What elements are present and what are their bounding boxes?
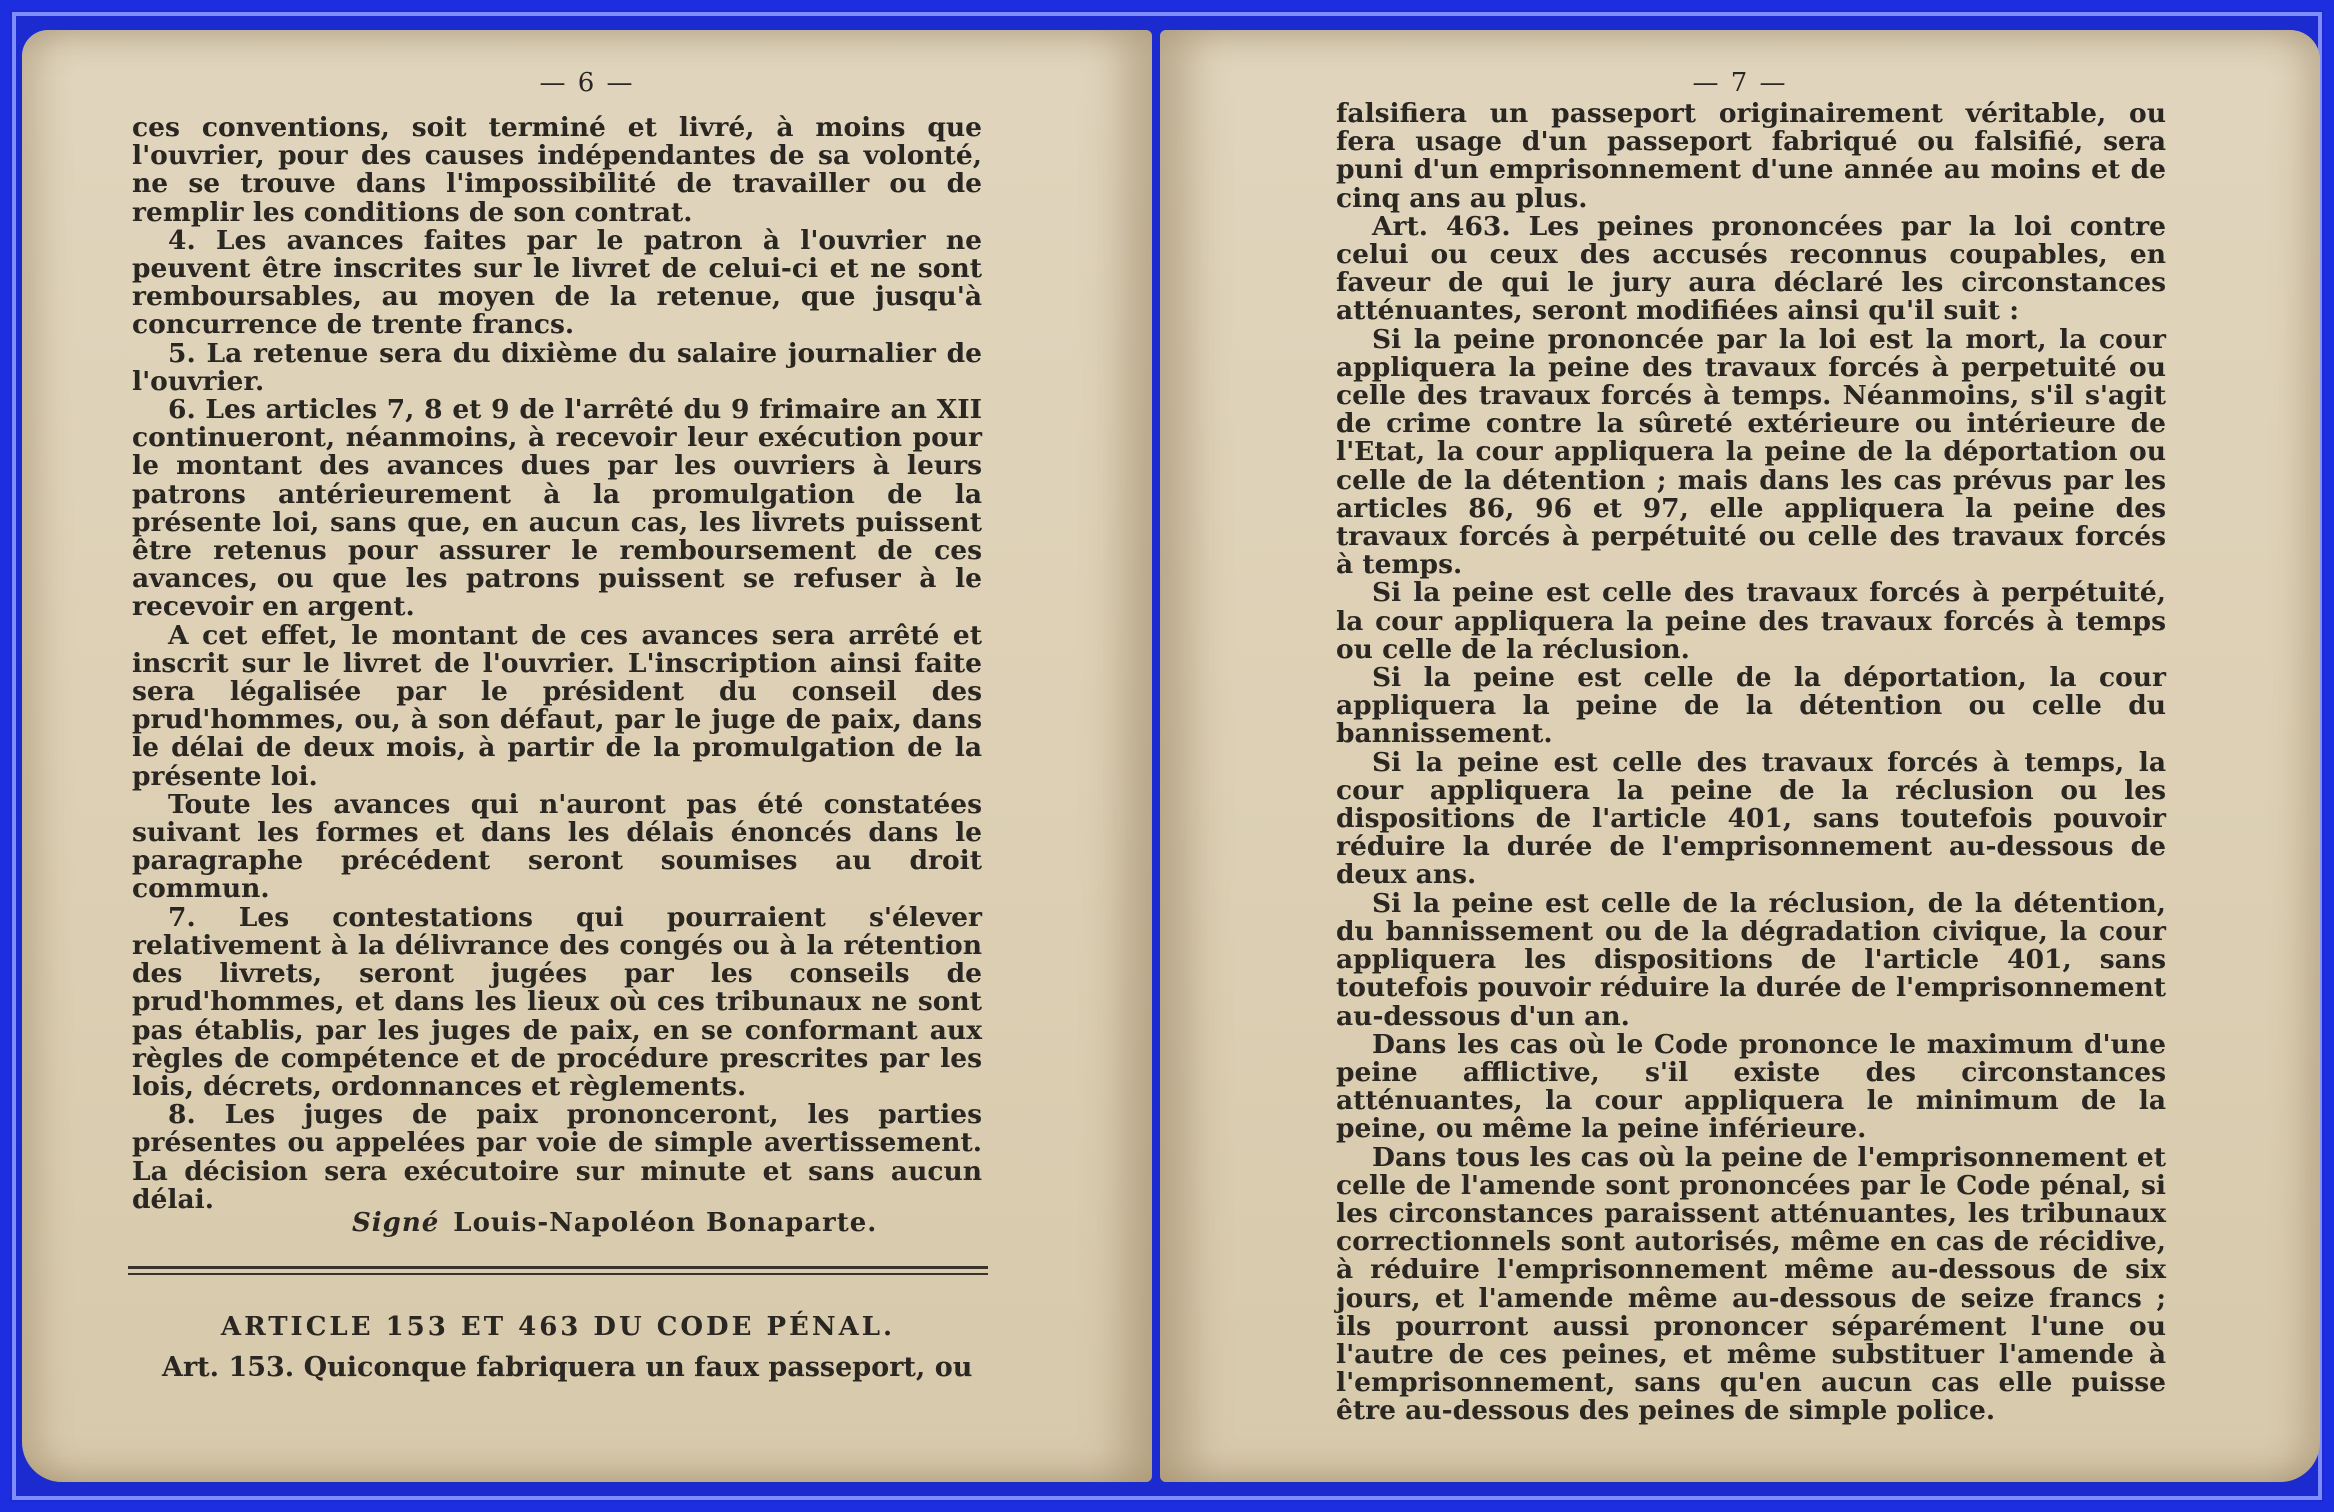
paragraph: Si la peine est celle des travaux forcés à temps, la cour appliquera la peine de la réclusion ou les dispositions de l'article 401, sans toutefois pouvoir réduire la durée de l'emprisonnement au-dessous de deux ans. [1336,746,2166,891]
signature-line [352,1208,877,1238]
paragraph: 8. Les juges de paix prononceront, les parties présentes ou appelées par voie de simple avertissement. La décision sera exécutoire sur minute et sans aucun délai. [132,1099,982,1215]
paragraph: ces conventions, soit terminé et livré, à moins que l'ouvrier, pour des causes indépendantes de sa volonté, ne se trouve dans l'impossibilité de travailler ou de remplir les conditions de son contrat. [132,112,982,228]
body-text [1336,100,2166,1426]
paragraph: A cet effet, le montant de ces avances sera arrêté et inscrit sur le livret de l'ouvrier. L'inscription ainsi faite sera légalisée par le président du conseil des prud'hommes, ou, à son défaut, par le juge de paix, dans le délai de deux mois, à partir de la promulgation de la présente loi. [132,619,982,792]
signed-label: Signé [352,1208,440,1238]
left-page [22,30,1152,1482]
page-number: — 7 — [1692,68,1788,98]
paragraph: 4. Les avances faites par le patron à l'ouvrier ne peuvent être inscrites sur le livret de celui-ci et ne sont remboursables, au moyen de la retenue, que jusqu'à concurrence de trente francs. [132,224,982,341]
divider [128,1266,988,1269]
paragraph: falsifiera un passeport originairement véritable, ou fera usage d'un passeport fabriqué ou falsifié, sera puni d'un emprisonnement d'une année au moins et de cinq ans au plus. [1336,98,2166,214]
signatory-name: Louis-Napoléon Bonaparte. [453,1208,878,1238]
paragraph: Art. 463. Les peines prononcées par la loi contre celui ou ceux des accusés reconnus coupables, en faveur de qui le jury aura déclaré les circonstances atténuantes, seront modifiées ainsi qu'il suit : [1336,210,2166,327]
right-page [1160,30,2320,1482]
paragraph: 6. Les articles 7, 8 et 9 de l'arrêté du 9 frimaire an XII continueront, néanmoins, à recevoir leur exécution pour le montant des avances dues par les ouvriers à leurs patrons antérieurement à la promulgation de la présente loi, sans que, en aucun cas, les livrets puissent être retenus pour assurer le remboursement de ces avances, ou que les patrons puissent se refuser à le recevoir en argent. [132,394,982,623]
body-text [132,114,982,1214]
paragraph: 7. Les contestations qui pourraient s'élever relativement à la délivrance des congés ou à la rétention des livrets, seront jugées par les conseils de prud'hommes, et dans les lieux où ces tribunaux ne sont pas établis, par les juges de paix, en se conformant aux règles de compétence et de procédure prescrites par les lois, décrets, ordonnances et règlements. [132,901,982,1102]
paragraph: Si la peine est celle des travaux forcés à perpétuité, la cour appliquera la peine des travaux forcés à temps ou celle de la réclusion. [1336,577,2166,665]
paragraph: Dans les cas où le Code prononce le maximum d'une peine afflictive, s'il existe des circonstances atténuantes, la cour appliquera le minimum de la peine, ou même la peine inférieure. [1336,1028,2166,1145]
paragraph: Toute les avances qui n'auront pas été constatées suivant les formes et dans les délais énoncés dans le paragraphe précédent seront soumises au droit commun. [132,788,982,905]
section-title: ARTICLE 153 ET 463 DU CODE PÉNAL. [220,1312,896,1342]
divider [128,1273,988,1275]
paragraph: Dans tous les cas où la peine de l'emprisonnement et celle de l'amende sont prononcées par le Code pénal, si les circonstances paraissent atténuantes, les tribunaux correctionnels sont autorisés, même en cas de récidive, à réduire l'emprisonnement même au-dessous de six jours, et l'amende même au-dessous de seize francs ; ils pourront aussi prononcer séparément l'une ou l'autre de ces peines, et même substituer l'amende à l'emprisonnement, sans qu'en aucun cas elle puisse être au-dessous des peines de simple police. [1336,1141,2166,1427]
paragraph: Si la peine est celle de la déportation, la cour appliquera la peine de la détention ou celle du bannissement. [1336,662,2166,750]
paragraph: Si la peine est celle de la réclusion, de la détention, du bannissement ou de la dégradation civique, la cour appliquera les dispositions de l'article 401, sans toutefois pouvoir réduire la durée de l'emprisonnement au-dessous d'un an. [1336,887,2166,1032]
paragraph: 5. La retenue sera du dixième du salaire journalier de l'ouvrier. [132,337,982,397]
article-153-start: Art. 153. Quiconque fabriquera un faux passeport, ou [162,1352,973,1383]
paragraph: Si la peine prononcée par la loi est la mort, la cour appliquera la peine des travaux forcés à perpetuité ou celle des travaux forcés à temps. Néanmoins, s'il s'agit de crime contre la sûreté extérieure ou intérieure de l'Etat, la cour appliquera la peine de la déportation ou celle de la détention ; mais dans les cas prévus par les articles 86, 96 et 97, elle appliquera la peine des travaux forcés à perpétuité ou celle des travaux forcés à temps. [1336,323,2166,581]
page-number: — 6 — [539,68,635,98]
